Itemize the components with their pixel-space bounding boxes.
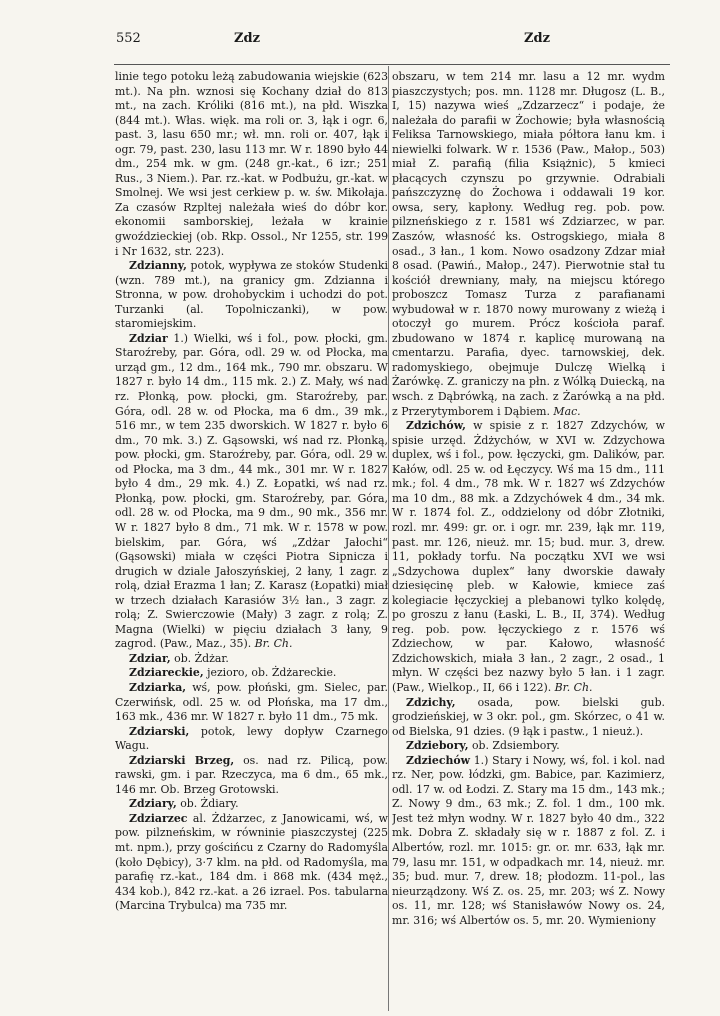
entry-r5 [392, 754, 665, 929]
entry-p10 [115, 812, 388, 914]
entry-text: 1.) Stary i Nowy, wś, fol. i kol. nad rz. Ner, pow. łódzki, gm. Babice, par. Kazimierz, odl. 17 w. od Łodzi. Z. Stary ma 15 dm., 143 mk.; Z. Nowy 9 dm., 63 mk.; Z. fol. 1 dm., 100 mk. Jest też młyn wodny. W r. 1827 było 40 dm., 322 mk. Dobra Z. składały się w r. 1887 z fol. Z. i Albertów, rozl. mr. 1015: gr. or. mr. 633, łąk mr. 79, lasu mr. 151, w odpadkach mr. 14, nieuż. mr. 35; bud. mur. 7, drew. 18; płodozm. 11-pol., las nieurządzony. Wś Z. os. 25, mr. 203; wś Z. Nowy os. 11, mr. 128; wś Stanisławów Nowy os. 24, mr. 316; wś Albertów os. 5, mr. 20. Wymieniony [392, 753, 665, 927]
entry-headword: Zdziarzec [129, 811, 188, 825]
entry-p4 [115, 652, 388, 667]
entry-headword: Zdziary, [129, 797, 177, 811]
entry-p9 [115, 797, 388, 812]
entry-p3 [115, 332, 388, 652]
entry-headword: Zdzichów, [406, 419, 466, 433]
entry-headword: Zdziareckie, [129, 666, 204, 680]
entry-headword: Zdziebory, [406, 739, 469, 753]
entry-text: potok, lewy dopływ Czarnego Wagu. [115, 724, 388, 753]
entry-headword: Zdziarski Brzeg, [129, 753, 235, 767]
column-divider [388, 66, 389, 1011]
entry-r4 [392, 739, 665, 754]
running-head-right: Zdz [524, 31, 550, 46]
entry-signature: Mac. [549, 404, 581, 418]
entry-p2 [115, 259, 388, 332]
entry-headword: Zdzichy, [406, 695, 456, 709]
right-column [392, 70, 665, 1005]
left-column [115, 70, 388, 1005]
entry-text: potok, wypływa ze stoków Studenki (wzn. 789 mt.), na granicy gm. Zdzianna i Stronna, w pow. drohobyckim i uchodzi do pot. Turzanki (al. Topolniczanki), w pow. staromiejskim. [115, 259, 388, 331]
entry-text: os. nad rz. Pilicą, pow. rawski, gm. i par. Rzeczyca, ma 6 dm., 65 mk., 146 mr. Ob. Brzeg Grotowski. [115, 753, 388, 796]
entry-r3 [392, 696, 665, 740]
entry-text: wś, pow. płoński, gm. Sielec, par. Czerwińsk, odl. 25 w. od Płońska, ma 17 dm., 163 mk., 436 mr. W 1827 r. było 11 dm., 75 mk. [115, 680, 388, 724]
page-header [116, 31, 671, 53]
entry-signature: Br. Ch. [551, 680, 593, 694]
header-rule [114, 64, 670, 65]
entry-p8 [115, 754, 388, 798]
entry-text: ob. Żdiary. [176, 797, 239, 811]
entry-headword: Zdzianny, [129, 259, 187, 273]
entry-text: 1.) Wielki, wś i fol., pow. płocki, gm. Staroźreby, par. Góra, odl. 29 w. od Płocka, ma urząd gm., 12 dm., 164 mk., 790 mr. obszaru. W 1827 r. było 14 dm., 115 mk. 2.) Z. Mały, wś nad rz. Płonką, pow. płocki, gm. Staroźreby, par. Góra, odl. 28 w. od Płocka, ma 6 dm., 39 mk., 516 mr., w tem 235 dworskich. W 1827 r. było 6 dm., 70 mk. 3.) Z. Gąsowski, wś nad rz. Płonką, pow. płocki, gm. Staroźreby, par. Góra, odl. 29 w. od Płocka, ma 3 dm., 44 mk., 301 mr. W r. 1827 było 4 dm., 29 mk. 4.) Z. Łopatki, wś nad rz. Płonką, pow. płocki, gm. Staroźreby, par. Góra, odl. 28 w. od Płocka, ma 9 dm., 90 mk., 356 mr. W r. 1827 było 8 dm., 71 mk. W r. 1578 w pow. bielskim, par. Góra, wś „Zdżar Jałochi“ (Gąsowski) miała w części Piotra Sipnicza i drugich w dziale Jałoszyńskiej, 2 łany, 1 zagr. z rolą, dział Erazma 1 łan; Z. Karasz (Łopatki) miał w trzech działach Karasiów 3½ łan., 3 zagr. z rolą; Z. Swierczowie (Mały) 3 zagr. z rolą; Z. Magna (Wielki) w pięciu działach 3 łany, 9 zagrod. (Paw., Maz., 35). [115, 331, 388, 651]
entry-r2 [392, 419, 665, 695]
entry-text: ob. Żdżar. [170, 651, 229, 665]
entry-text: al. Żdżarzec, z Janowicami, wś, w pow. pilzneńskim, w równinie piaszczystej (225 mt. npm.), przy gościńcu z Czarny do Radomyśla (koło Dębicy), 3·7 klm. na płd. od Radomyśla, ma parafię rz.-kat., 184 dm. i 868 mk. (434 męż., 434 kob.), 842 rz.-kat. a 26 izrael. Pos. tabularna (Marcina Trybulca) ma 735 mr. [115, 811, 388, 913]
entry-headword: Zdziar, [129, 651, 171, 665]
running-head-left: Zdz [234, 31, 260, 46]
entry-p5 [115, 666, 388, 681]
entry-text: osada, pow. bielski gub. grodzieńskiej, w 3 okr. pol., gm. Skórzec, o 41 w. od Bielska, 91 dzies. (9 łąk i pastw., 1 nieuż.). [392, 695, 665, 738]
entry-headword: Zdziar [129, 331, 168, 345]
page-number: 552 [116, 31, 141, 46]
entry-text: w spisie z r. 1827 Zdzychów, w spisie urzęd. Żdżychów, w XVI w. Zdzychowa duplex, wś i fol., pow. łęczycki, gm. Dalików, par. Kałów, odl. 25 w. od Łęczycy. Wś ma 15 dm., 111 mk.; fol. 4 dm., 78 mk. W r. 1827 wś Zdzychów ma 10 dm., 88 mk. a Zdzychówek 4 dm., 34 mk. W r. 1874 fol. Z., oddzielony od dóbr Złotniki, rozl. mr. 499: gr. or. i ogr. mr. 239, łąk mr. 119, past. mr. 126, nieuż. mr. 15; bud. mur. 3, drew. 11, pokłady torfu. Na początku XVI we wsi „Sdzychowa duplex“ łany dworskie dawały dziesięcinę pleb. w Kałowie, kmiece zaś kolegiacie łęczyckiej a plebanowi tylko kolędę, po groszu z łanu (Łaski, L. B., II, 374). Według reg. pob. pow. łęczyckiego z r. 1576 wś Zdziechow, w par. Kałowo, własność Zdzichowskich, miała 3 łan., 2 zagr., 2 osad., 1 młyn. W części bez nazwy było 5 łan. i 1 zagr. (Paw., Wielkop., II, 66 i 122). [392, 419, 665, 694]
entry-headword: Zdziarski, [129, 724, 190, 738]
entry-text: linie tego potoku leżą zabudowania wiejskie (623 mt.). Na płn. wznosi się Kochany dział do 813 mt., na zach. Króliki (816 mt.), na płd. Wiszka (844 mt.). Włas. więk. ma roli or. 3, łąk i ogr. 6, past. 3, lasu 650 mr.; wł. mn. roli or. 407, łąk i ogr. 79, past. 230, lasu 113 mr. W r. 1890 było 44 dm., 254 mk. w gm. (248 gr.-kat., 6 izr.; 251 Rus., 3 Niem.). Par. rz.-kat. w Podbużu, gr.-kat. w Smolnej. We wsi jest cerkiew p. w. św. Mikołaja. Za czasów Rzpltej należała wieś do dóbr kor. ekonomii samborskiej, leżała w krainie gwoździeckiej (ob. Rkp. Ossol., Nr 1255, str. 199 i Nr 1632, str. 223). [115, 70, 388, 258]
entry-text: obszaru, w tem 214 mr. lasu a 12 mr. wydm piaszczystych; pos. mn. 1128 mr. Długosz (L. B., I, 15) nazywa wieś „Zdzarzecz“ i podaje, że należała do parafii w Żochowie; była własnością Feliksa Tarnowskiego, miała półtora łanu km. i niewielki folwark. W r. 1536 (Paw., Małop., 503) miał Z. parafią (filia Książnic), 5 kmieci płacących czynszu po grzywnie. Odrabiali pańszczyznę do Żochowa i oddawali 19 kor. owsa, sery, kapłony. Według reg. pob. pow. pilzneńskiego z r. 1581 wś Zdziarzec, w par. Zaszów, własność ks. Ostrogskiego, miała 8 osad., 3 łan., 1 kom. Nowo osadzony Zdzar miał 8 osad. (Pawiń., Małop., 247). Pierwotnie stał tu kościół drewniany, mały, na miejscu którego proboszcz Tomasz Turza z parafianami wybudował w r. 1870 nowy murowany z wieżą i otoczył go murem. Prócz kościoła paraf. zbudowano w 1874 r. kaplicę murowaną na cmentarzu. Parafia, dyec. tarnowskiej, dek. radomyskiego, obejmuje Dulczę Wielką i Żarówkę. Z. graniczy na płn. z Wólką Duiecką, na wsch. z Dąbrówką, na zach. z Żarówką a na płd. z Przerytymborem i Dąbiem. [392, 70, 665, 418]
entry-headword: Zdziechów [406, 753, 471, 767]
entry-p6 [115, 681, 388, 725]
entry-text: jezioro, ob. Żdżareckie. [203, 666, 337, 680]
entry-signature: Br. Ch. [251, 637, 293, 651]
entry-p1 [115, 70, 388, 259]
entry-p7 [115, 725, 388, 754]
entry-headword: Zdziarka, [129, 680, 187, 694]
entry-text: ob. Zdsiembory. [468, 739, 560, 753]
entry-r1 [392, 70, 665, 419]
